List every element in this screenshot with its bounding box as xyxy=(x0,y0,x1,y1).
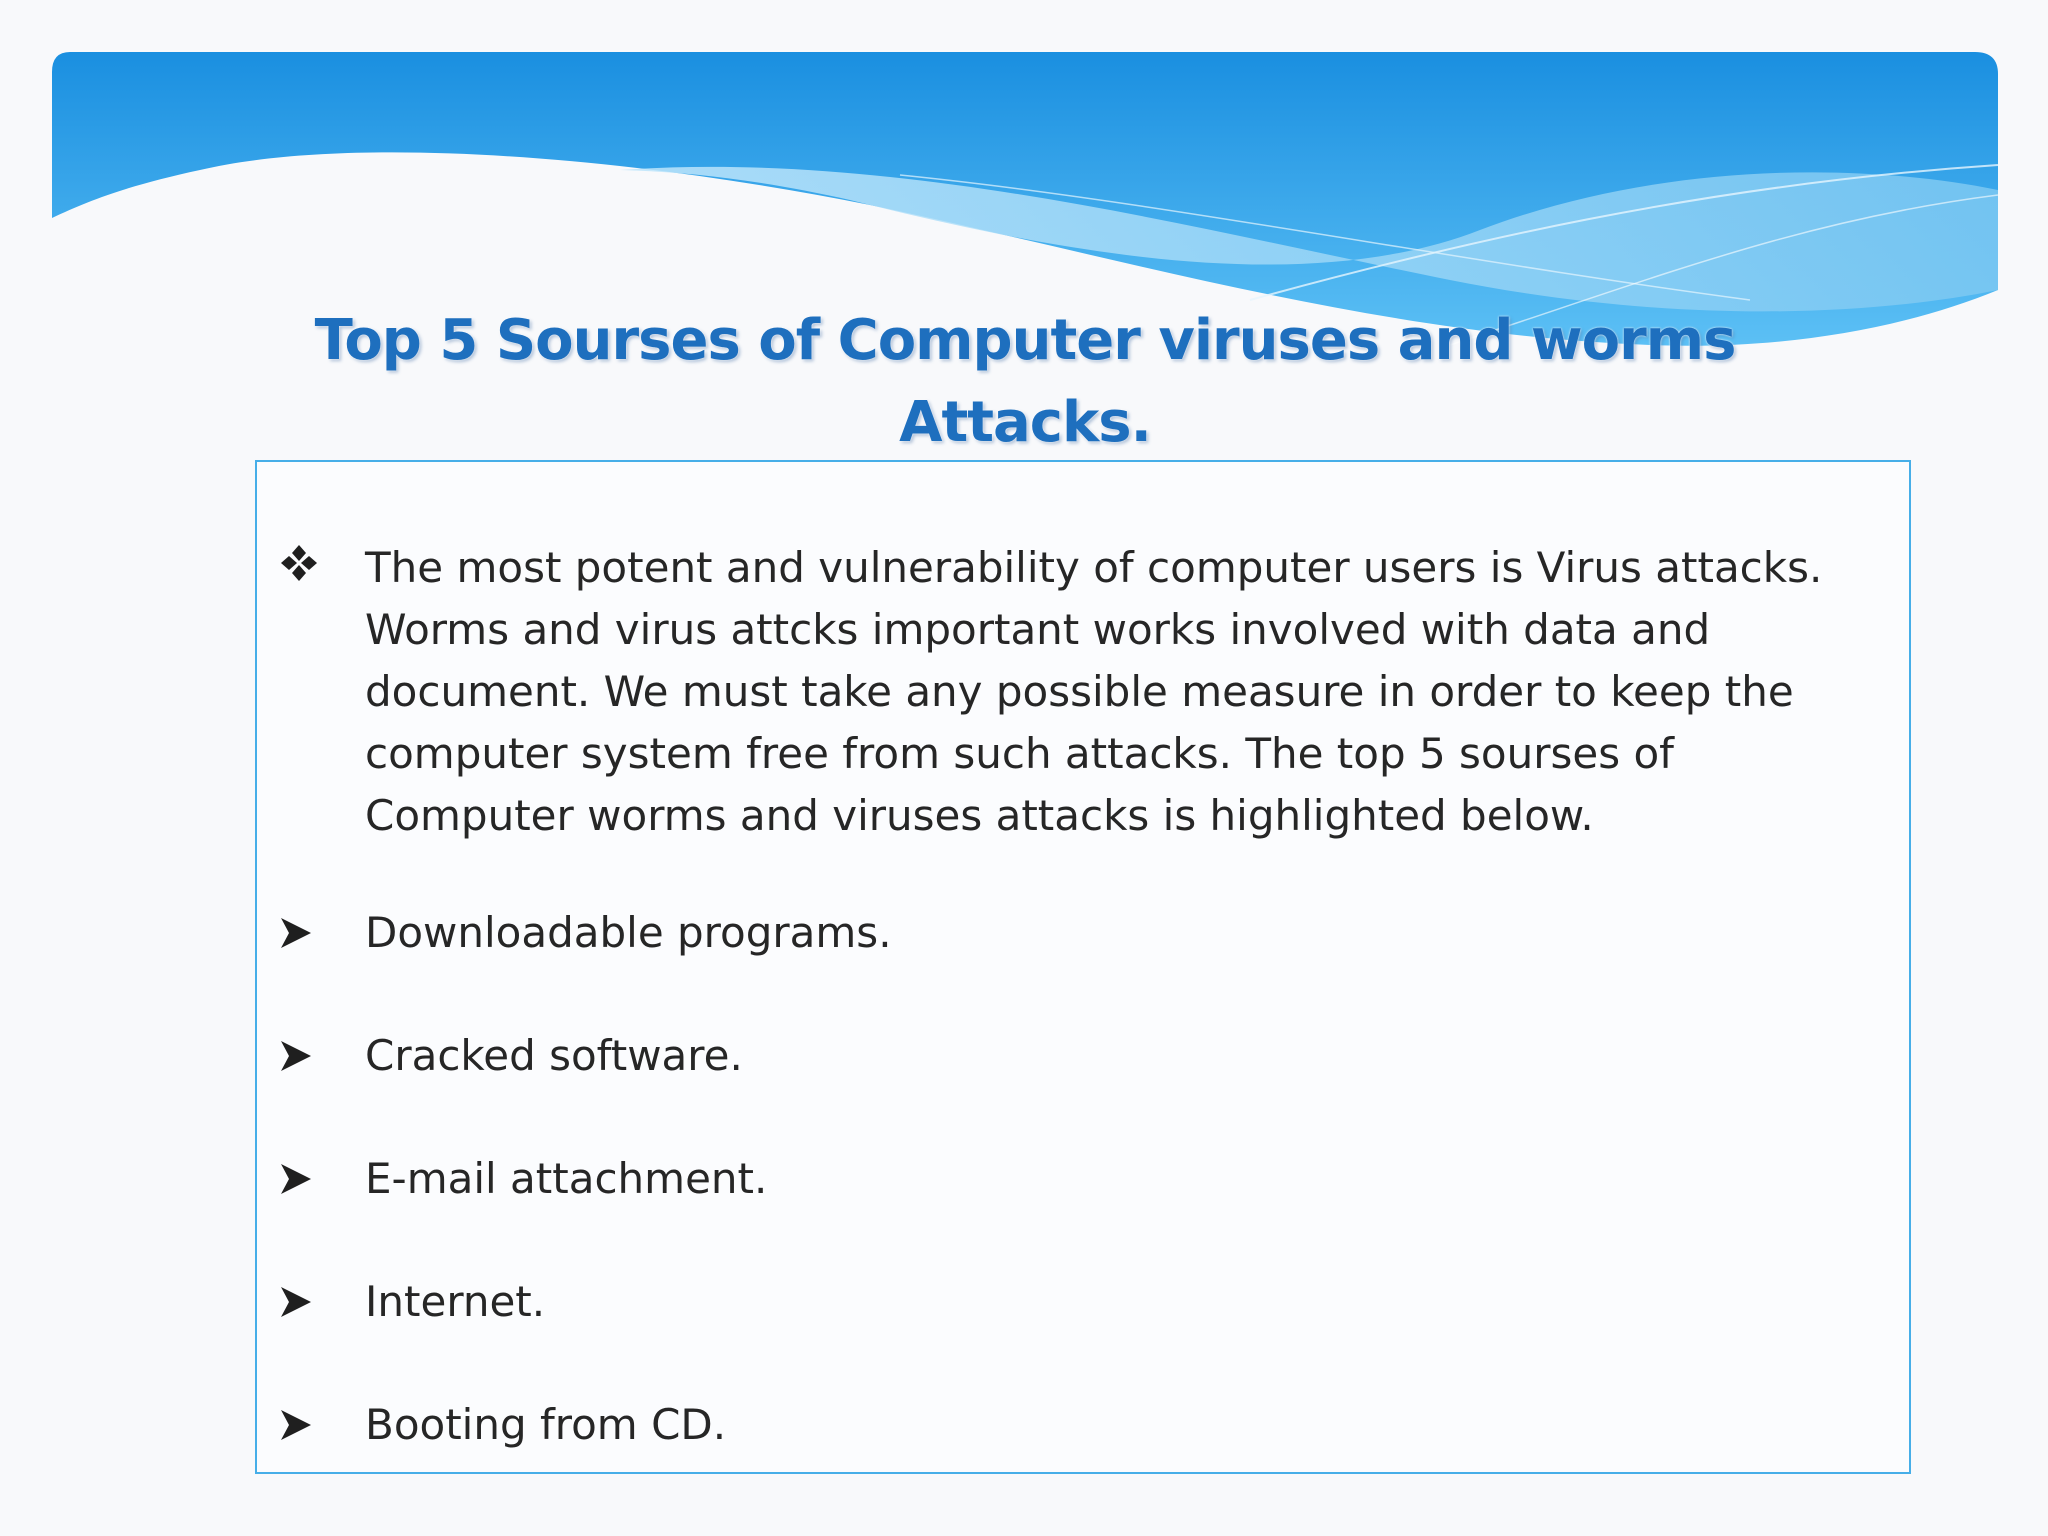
arrowhead-icon xyxy=(279,1285,313,1319)
arrowhead-icon xyxy=(279,1162,313,1196)
four-diamond-icon xyxy=(279,543,319,583)
arrowhead-icon xyxy=(279,1408,313,1442)
list-item xyxy=(279,1394,1779,1456)
list-item xyxy=(279,902,1779,964)
list-item xyxy=(279,1025,1779,1087)
title-line-1: Top 5 Sourses of Computer viruses and worms xyxy=(314,308,1736,373)
source-label: Booting from CD. xyxy=(365,1400,727,1449)
arrowhead-icon xyxy=(279,916,313,950)
list-item xyxy=(279,1271,1779,1333)
arrowhead-icon xyxy=(279,1039,313,1073)
source-label: Downloadable programs. xyxy=(365,908,892,957)
intro-text: The most potent and vulnerability of computer users is Virus attacks. Worms and virus attcks important works involved with data and document. We must take any possible measure in order to keep the computer system free from such attacks. The top 5 sourses of Computer worms and viruses attacks is highlighted below. xyxy=(365,543,1823,840)
source-label: Internet. xyxy=(365,1277,546,1326)
intro-paragraph xyxy=(279,537,1889,847)
title-line-2: Attacks. xyxy=(899,390,1151,455)
slide-title xyxy=(290,300,1760,464)
source-label: E-mail attachment. xyxy=(365,1154,768,1203)
source-label: Cracked software. xyxy=(365,1031,743,1080)
content-box xyxy=(255,460,1911,1474)
list-item xyxy=(279,1148,1779,1210)
